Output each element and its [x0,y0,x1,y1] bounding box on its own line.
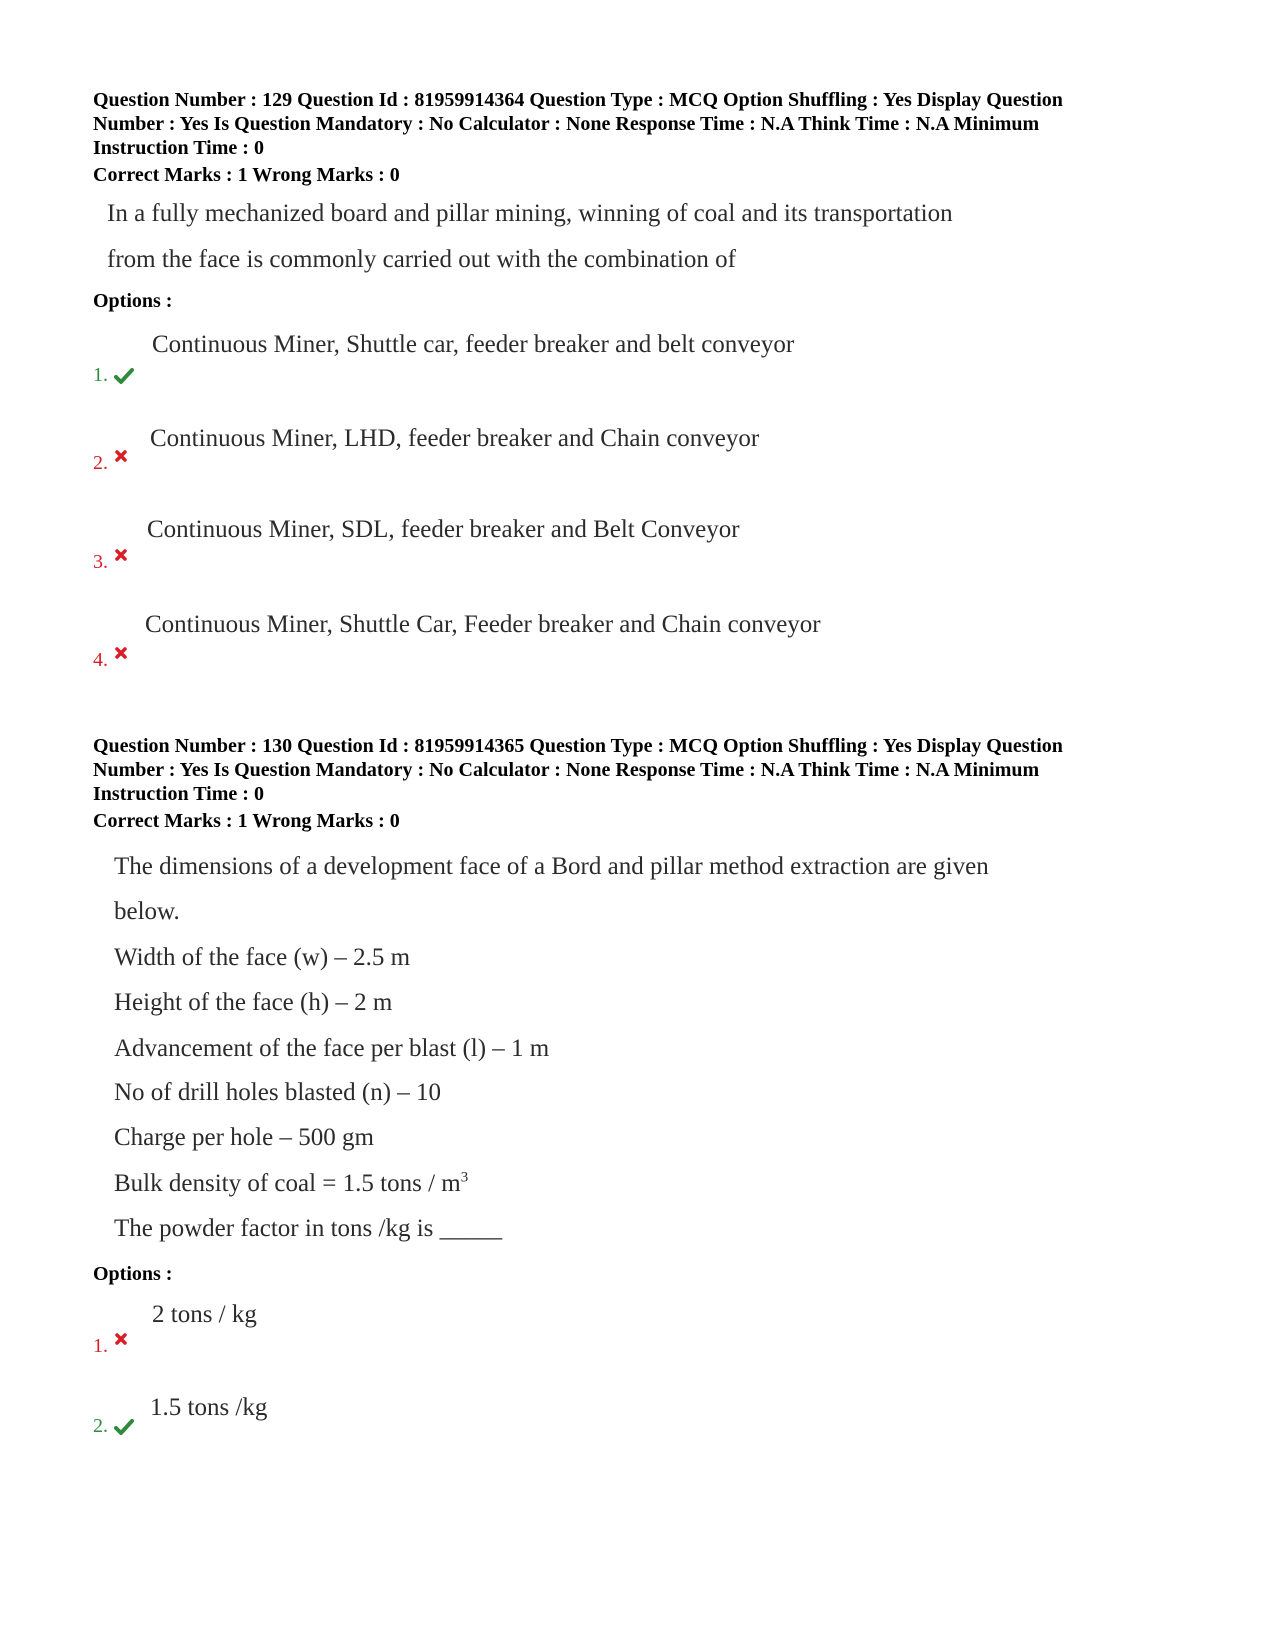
header-line: Instruction Time : 0 [93,783,264,805]
question-text-line: Height of the face (h) – 2 m [114,989,393,1016]
option-text: Continuous Miner, Shuttle car, feeder breaker and belt conveyor [152,331,795,358]
option-index: 1. [93,364,108,386]
question-text-line: Bulk density of coal = 1.5 tons / m [114,1170,461,1197]
option-index: 3. [93,551,108,573]
option-index: 1. [93,1335,108,1357]
question-text-line: Charge per hole – 500 gm [114,1124,374,1151]
question-text-line: No of drill holes blasted (n) – 10 [114,1079,442,1106]
header-line: Number : Yes Is Question Mandatory : No Calculator : None Response Time : N.A Think Time : N.A Minimum [93,759,1040,781]
option-text: 1.5 tons /kg [150,1394,268,1421]
header-line: Question Number : 129 Question Id : 81959914364 Question Type : MCQ Option Shuffling : Yes Display Question [93,89,1063,111]
marks-line: Correct Marks : 1 Wrong Marks : 0 [93,810,400,832]
header-line: Number : Yes Is Question Mandatory : No Calculator : None Response Time : N.A Think Time : N.A Minimum [93,113,1040,135]
superscript: 3 [460,1169,469,1186]
option-number [93,1332,128,1358]
option-index: 2. [93,452,108,474]
question-text-line: The powder factor in tons /kg is _____ [114,1215,503,1242]
cross-icon [114,1332,128,1346]
cross-icon [114,548,128,562]
header-line: Instruction Time : 0 [93,137,264,159]
option-text: 2 tons / kg [152,1301,257,1328]
question-text-line: from the face is commonly carried out with the combination of [107,246,736,273]
cross-icon [114,646,128,660]
question-header [93,88,1193,160]
options-label: Options : [93,1263,173,1285]
option-number [93,548,128,574]
marks-line: Correct Marks : 1 Wrong Marks : 0 [93,164,400,186]
question-text-line: Width of the face (w) – 2.5 m [114,944,411,971]
density-line [114,1170,468,1198]
question-text-line: Advancement of the face per blast (l) – 1 m [114,1035,550,1062]
option-number [93,646,128,672]
options-label: Options : [93,290,173,312]
header-line: Question Number : 130 Question Id : 81959914365 Question Type : MCQ Option Shuffling : Yes Display Question [93,735,1063,757]
option-text: Continuous Miner, SDL, feeder breaker and Belt Conveyor [147,516,740,543]
option-text: Continuous Miner, Shuttle Car, Feeder breaker and Chain conveyor [145,611,821,638]
question-header [93,734,1193,806]
cross-icon [114,449,128,463]
option-number [93,449,128,475]
question-text-line: below. [114,898,180,925]
option-number [93,1415,134,1438]
option-number [93,364,134,387]
option-index: 4. [93,649,108,671]
option-index: 2. [93,1415,108,1437]
option-text: Continuous Miner, LHD, feeder breaker and Chain conveyor [150,425,760,452]
question-text-line: In a fully mechanized board and pillar mining, winning of coal and its transportation [107,200,953,227]
check-icon [114,1418,134,1436]
check-icon [114,367,134,385]
question-text-line: The dimensions of a development face of a Bord and pillar method extraction are given [114,853,989,880]
